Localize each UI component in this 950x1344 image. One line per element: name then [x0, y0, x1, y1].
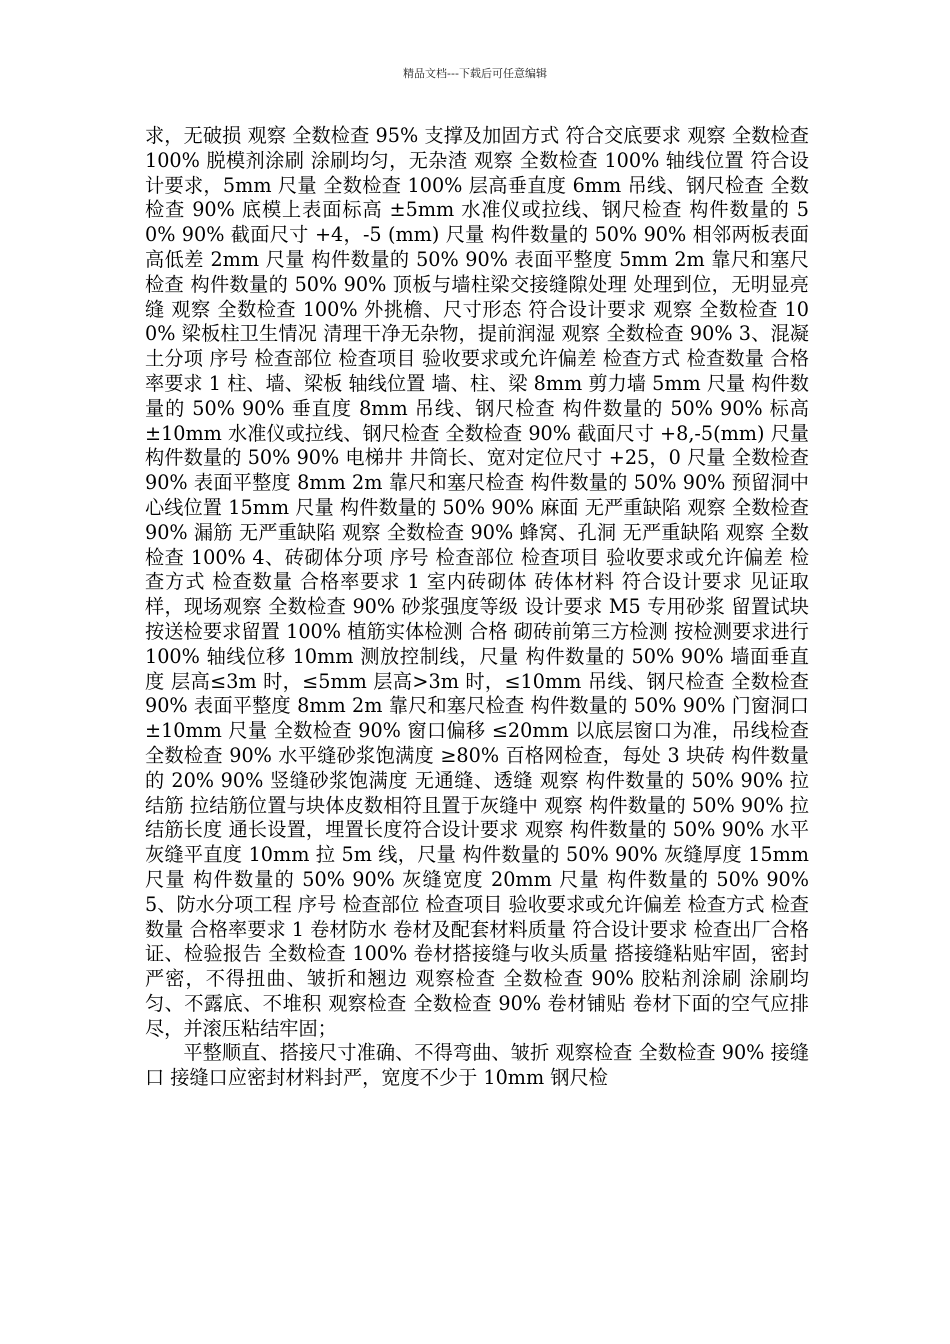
page-header: 精品文档---下载后可任意编辑 [403, 67, 547, 80]
paragraph-2: 平整顺直、搭接尺寸准确、不得弯曲、皱折 观察检查 全数检查 90% 接缝口 接缝口应密封材料封严，宽度不少于 10mm 钢尺检 [145, 1041, 809, 1090]
paragraph-1: 求，无破损 观察 全数检查 95% 支撑及加固方式 符合交底要求 观察 全数检查 100% 脱模剂涂刷 涂刷均匀，无杂渣 观察 全数检查 100% 轴线位置 符合设计要求，5mm 尺量 全数检查 100% 层高垂直度 6mm 吊线、钢尺检查 全数检查 90% 底模上表面标高 ±5mm 水准仪或拉线、钢尺检查 构件数量的 50% 90% 截面尺寸 +4，-5 (mm) 尺量 构件数量的 50% 90% 相邻两板表面高低差 2mm 尺量 构件数量的 50% 90% 表面平整度 5mm 2m 靠尺和塞尺检查 构件数量的 50% 90% 顶板与墙柱梁交接缝隙处理 处理到位，无明显亮缝 观察 全数检查 100% 外挑檐、尺寸形态 符合设计要求 观察 全数检查 100% 梁板柱卫生情况 清理干净无杂物，提前润湿 观察 全数检查 90% 3、混凝土分项 序号 检查部位 检查项目 验收要求或允许偏差 检查方式 检查数量 合格率要求 1 柱、墙、梁板 轴线位置 墙、柱、梁 8mm 剪力墙 5mm 尺量 构件数量的 50% 90% 垂直度 8mm 吊线、钢尺检查 构件数量的 50% 90% 标高 ±10mm 水准仪或拉线、钢尺检查 全数检查 90% 截面尺寸 +8,-5(mm) 尺量 构件数量的 50% 90% 电梯井 井筒长、宽对定位尺寸 +25，0 尺量 全数检查 90% 表面平整度 8mm 2m 靠尺和塞尺检查 构件数量的 50% 90% 预留洞中心线位置 15mm 尺量 构件数量的 50% 90% 麻面 无严重缺陷 观察 全数检查 90% 漏筋 无严重缺陷 观察 全数检查 90% 蜂窝、孔洞 无严重缺陷 观察 全数检查 100% 4、砖砌体分项 序号 检查部位 检查项目 验收要求或允许偏差 检查方式 检查数量 合格率要求 1 室内砖砌体 砖体材料 符合设计要求 见证取样，现场观察 全数检查 90% 砂浆强度等级 设计要求 M5 专用砂浆 留置试块 按送检要求留置 100% 植筋实体检测 合格 砌砖前第三方检测 按检测要求进行 100% 轴线位移 10mm 测放控制线，尺量 构件数量的 50% 90% 墙面垂直度 层高≤3m 时，≤5mm 层高>3m 时，≤10mm 吊线、钢尺检查 全数检查 90% 表面平整度 8mm 2m 靠尺和塞尺检查 构件数量的 50% 90% 门窗洞口 ±10mm 尺量 全数检查 90% 窗口偏移 ≤20mm 以底层窗口为准，吊线检查 全数检查 90% 水平缝砂浆饱满度 ≥80% 百格网检查，每处 3 块砖 构件数量的 20% 90% 竖缝砂浆饱满度 无通缝、透缝 观察 构件数量的 50% 90% 拉结筋 拉结筋位置与块体皮数相符且置于灰缝中 观察 构件数量的 50% 90% 拉结筋长度 通长设置，埋置长度符合设计要求 观察 构件数量的 50% 90% 水平灰缝平直度 10mm 拉 5m 线，尺量 构件数量的 50% 90% 灰缝厚度 15mm 尺量 构件数量的 50% 90% 灰缝宽度 20mm 尺量 构件数量的 50% 90% 5、防水分项工程 序号 检查部位 检查项目 验收要求或允许偏差 检查方式 检查数量 合格率要求 1 卷材防水 卷材及配套材料质量 符合设计要求 检查出厂合格证、检验报告 全数检查 100% 卷材搭接缝与收头质量 搭接缝粘贴牢固，密封严密，不得扭曲、皱折和翘边 观察检查 全数检查 90% 胶粘剂涂刷 涂刷均匀、不露底、不堆积 观察检查 全数检查 90% 卷材铺贴 卷材下面的空气应排尽，并滚压粘结牢固； [145, 124, 809, 1040]
body-text [145, 124, 809, 1091]
